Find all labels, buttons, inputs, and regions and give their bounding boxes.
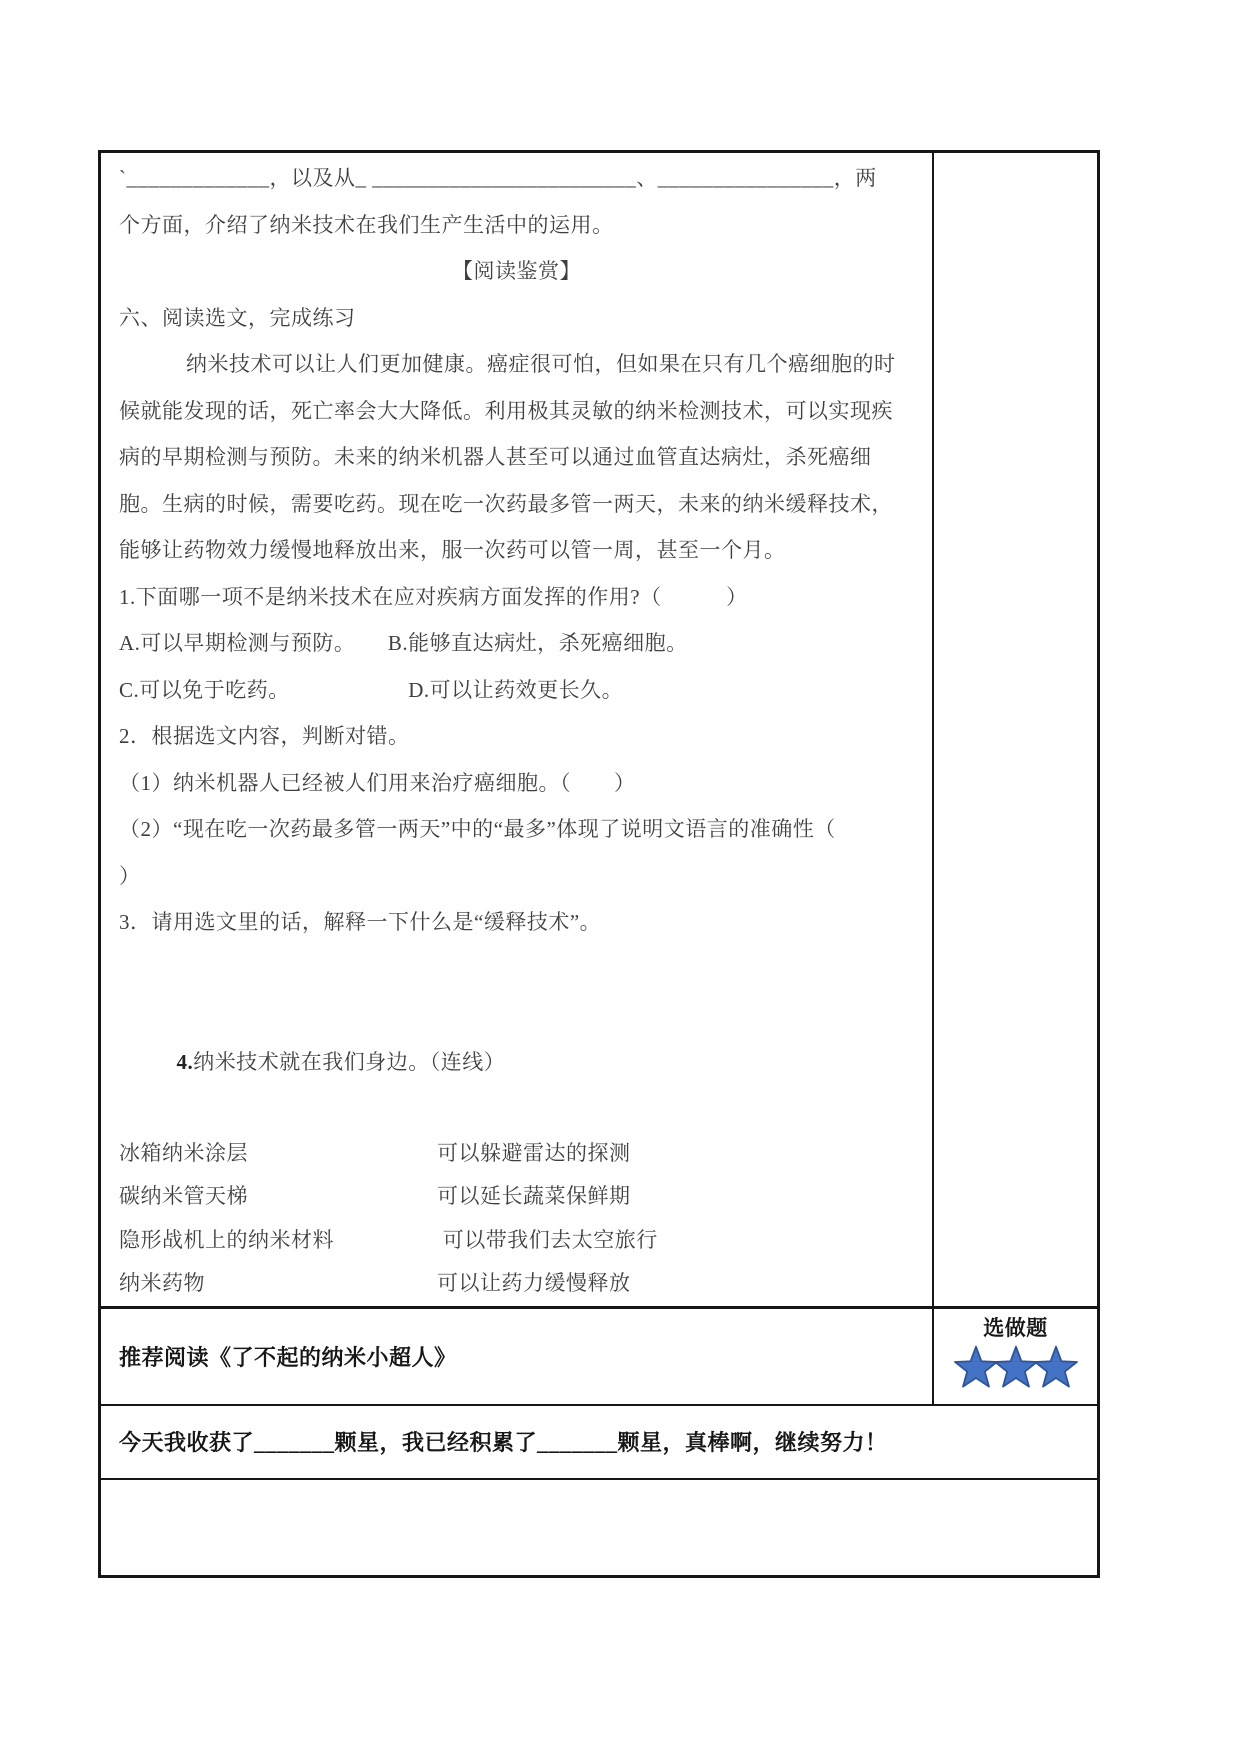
question4-text: 纳米技术就在我们身边。（连线）: [193, 1049, 506, 1074]
text-line: （1）纳米机器人已经被人们用来治疗癌细胞。（ ）: [119, 770, 636, 795]
side-column-cell: [934, 153, 1097, 1306]
question4-number: 4.: [176, 1049, 194, 1074]
reading-section-row: [101, 153, 1097, 1306]
recommended-reading-row: [101, 1306, 1097, 1404]
empty-row: [101, 1478, 1097, 1575]
text-line: A.可以早期检测与预防。 B.能够直达病灶，杀死癌细胞。: [119, 631, 688, 655]
recommended-reading-cell: [101, 1309, 934, 1404]
reading-lines: [119, 155, 914, 992]
star-rating: [956, 1345, 1076, 1389]
optional-task-cell: [934, 1309, 1097, 1404]
text-line: 候就能发现的话，死亡率会大大降低。利用极其灵敏的纳米检测技术，可以实现疾: [119, 398, 893, 423]
text-line: `_____________，以及从_ ________________________、________________，两: [119, 166, 877, 190]
matching-row: [119, 1175, 914, 1219]
matching-left-item: 纳米药物: [119, 1271, 205, 1295]
text-line: C.可以免于吃药。 D.可以让药效更长久。: [119, 677, 624, 702]
matching-right-item: 可以躲避雷达的探测: [437, 1140, 631, 1165]
text-line: ）: [119, 863, 141, 888]
text-line: 病的早期检测与预防。未来的纳米机器人甚至可以通过血管直达病灶，杀死癌细: [119, 445, 872, 469]
text-line: 胞。生病的时候，需要吃药。现在吃一次药最多管一两天，未来的纳米缓释技术，: [119, 491, 893, 516]
matching-right-item: 可以让药力缓慢释放: [437, 1271, 631, 1295]
star-icon: [1033, 1345, 1079, 1389]
empty-cell: [101, 1480, 1097, 1575]
reading-content-cell: [101, 153, 934, 1306]
matching-left-item: 碳纳米管天梯: [119, 1184, 248, 1208]
worksheet-table: [98, 150, 1100, 1578]
recommended-reading-text: 推荐阅读《了不起的纳米小超人》: [119, 1344, 457, 1370]
text-line: 纳米技术可以让人们更加健康。癌症很可怕，但如果在只有几个癌细胞的时: [186, 352, 896, 376]
text-line: 1.下面哪一项不是纳米技术在应对疾病方面发挥的作用?（ ）: [119, 584, 748, 609]
text-line: 3．请用选文里的话，解释一下什么是“缓释技术”。: [119, 910, 602, 934]
matching-row: [119, 1132, 914, 1176]
text-line: 能够让药物效力缓慢地释放出来，服一次药可以管一周，甚至一个月。: [119, 538, 786, 562]
matching-right-item: 可以延长蔬菜保鲜期: [437, 1184, 631, 1208]
text-line: 2．根据选文内容，判断对错。: [119, 724, 410, 748]
summary-row: [101, 1404, 1097, 1478]
text-line: [119, 946, 914, 993]
summary-text: 今天我收获了_______颗星，我已经积累了_______颗星，真棒啊，继续努力！: [119, 1430, 888, 1455]
text-line: 【阅读鉴赏】: [452, 259, 581, 283]
matching-right-item: 可以带我们去太空旅行: [437, 1227, 658, 1252]
text-line: 个方面，介绍了纳米技术在我们生产生活中的运用。: [119, 212, 614, 237]
matching-left-item: 冰箱纳米涂层: [119, 1140, 248, 1165]
text-line: （2）“现在吃一次药最多管一两天”中的“最多”体现了说明文语言的准确性（: [119, 817, 836, 841]
matching-exercise: [119, 1132, 914, 1306]
summary-cell: [101, 1406, 1097, 1478]
text-line: 六、阅读选文，完成练习: [119, 305, 356, 330]
optional-task-label: 选做题: [983, 1315, 1048, 1340]
matching-left-item: 隐形战机上的纳米材料: [119, 1227, 334, 1252]
matching-row: [119, 1219, 914, 1263]
matching-row: [119, 1262, 914, 1306]
question4-line: [119, 992, 914, 1132]
